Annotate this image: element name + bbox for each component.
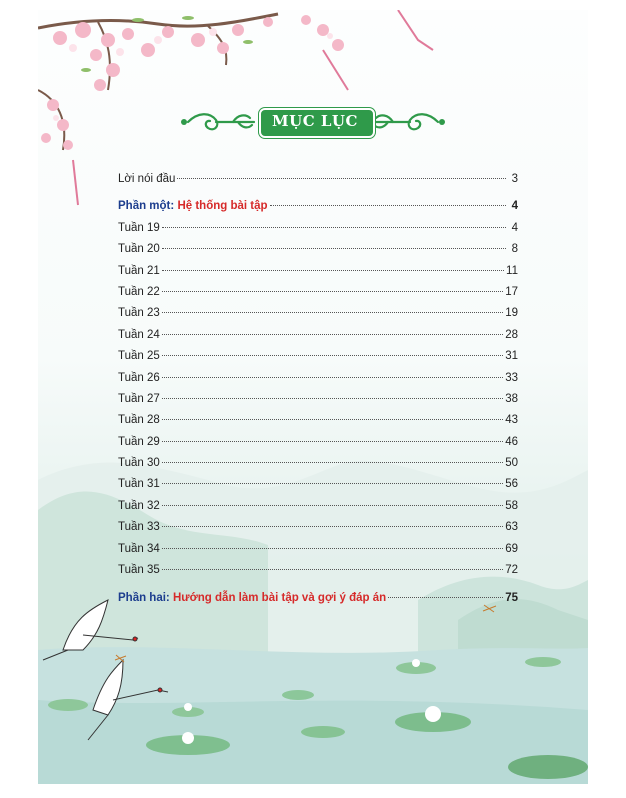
dot-leader — [162, 526, 503, 527]
toc-entry-label: Tuần 23 — [118, 307, 160, 320]
toc-entry-page: 75 — [505, 592, 518, 605]
dot-leader — [162, 419, 503, 420]
toc-entry-week[interactable] — [118, 500, 518, 521]
dot-leader — [162, 270, 504, 271]
toc-entry-page: 4 — [511, 200, 518, 213]
toc-entry-week[interactable] — [118, 457, 518, 478]
dot-leader — [270, 205, 506, 206]
toc-entry-page: 31 — [505, 350, 518, 363]
toc-entry-week[interactable] — [118, 222, 518, 243]
toc-entry-label: Tuần 21 — [118, 264, 160, 277]
toc-entry-label: Tuần 33 — [118, 521, 160, 534]
toc-entry-label: Tuần 22 — [118, 285, 160, 298]
toc-entry-label: Tuần 26 — [118, 371, 160, 384]
toc-entry-page: 72 — [505, 564, 518, 577]
part-heading — [118, 592, 386, 604]
toc-entry-week[interactable] — [118, 307, 518, 328]
dot-leader — [162, 377, 503, 378]
part-prefix: Phần một: — [118, 200, 175, 213]
dot-leader — [162, 334, 503, 335]
toc-entry-label: Tuần 32 — [118, 499, 160, 512]
dot-leader — [177, 178, 506, 179]
table-of-contents — [118, 173, 518, 614]
dot-leader — [162, 548, 503, 549]
toc-entry-page: 4 — [511, 221, 518, 234]
toc-entry-page: 17 — [505, 285, 518, 298]
toc-entry-week[interactable] — [118, 350, 518, 371]
toc-entry-page: 58 — [505, 499, 518, 512]
toc-entry-label: Tuần 27 — [118, 392, 160, 405]
toc-entry-label: Tuần 20 — [118, 243, 160, 256]
toc-entry-page: 56 — [505, 478, 518, 491]
toc-entry-week[interactable] — [118, 265, 518, 286]
toc-entry-week[interactable] — [118, 478, 518, 499]
dot-leader — [162, 441, 503, 442]
toc-entry-page: 69 — [505, 542, 518, 555]
toc-entry-page: 11 — [506, 264, 518, 277]
toc-entry-page: 38 — [505, 392, 518, 405]
dot-leader — [162, 291, 503, 292]
part-title: Hướng dẫn làm bài tập và gợi ý đáp án — [172, 592, 387, 605]
toc-entry-label: Tuần 31 — [118, 478, 160, 491]
dot-leader — [162, 227, 506, 228]
part-title: Hệ thống bài tập — [177, 200, 268, 213]
toc-entry-label: Tuần 30 — [118, 457, 160, 470]
toc-entry-label: Tuần 35 — [118, 564, 160, 577]
toc-entry-page: 50 — [505, 457, 518, 470]
toc-entry-label: Tuần 34 — [118, 542, 160, 555]
toc-entry-page: 46 — [505, 435, 518, 448]
toc-entry-page: 3 — [511, 173, 518, 185]
toc-heading — [38, 106, 588, 138]
week-list — [118, 222, 518, 586]
toc-entry-label: Tuần 19 — [118, 221, 160, 234]
toc-entry-intro[interactable] — [118, 173, 518, 194]
toc-entry-label: Tuần 29 — [118, 435, 160, 448]
dot-leader — [162, 462, 503, 463]
dot-leader — [162, 569, 503, 570]
dot-leader — [162, 312, 503, 313]
toc-entry-page: 33 — [505, 371, 518, 384]
toc-entry-week[interactable] — [118, 393, 518, 414]
toc-entry-week[interactable] — [118, 243, 518, 264]
toc-entry-week[interactable] — [118, 543, 518, 564]
toc-entry-week[interactable] — [118, 372, 518, 393]
document-page — [38, 10, 588, 784]
dot-leader — [162, 248, 506, 249]
dot-leader — [162, 398, 503, 399]
part-heading — [118, 200, 268, 212]
toc-entry-page: 19 — [505, 307, 518, 320]
part-prefix: Phần hai: — [118, 592, 170, 605]
toc-entry-week[interactable] — [118, 564, 518, 585]
toc-entry-week[interactable] — [118, 414, 518, 435]
toc-entry-page: 8 — [511, 243, 518, 256]
toc-entry-part-two[interactable] — [118, 592, 518, 613]
dot-leader — [162, 483, 503, 484]
toc-entry-label: Tuần 24 — [118, 328, 160, 341]
toc-entry-label: Tuần 25 — [118, 350, 160, 363]
toc-entry-week[interactable] — [118, 286, 518, 307]
toc-entry-page: 28 — [505, 328, 518, 341]
toc-entry-week[interactable] — [118, 329, 518, 350]
toc-entry-label: Tuần 28 — [118, 414, 160, 427]
toc-entry-week[interactable] — [118, 436, 518, 457]
toc-entry-label: Lời nói đầu — [118, 173, 176, 185]
toc-entry-page: 43 — [505, 414, 518, 427]
toc-title: MỤC LỤC — [272, 112, 358, 130]
dot-leader — [388, 597, 503, 598]
toc-entry-week[interactable] — [118, 521, 518, 542]
dot-leader — [162, 355, 503, 356]
dot-leader — [162, 505, 503, 506]
toc-entry-page: 63 — [505, 521, 518, 534]
toc-entry-part-one[interactable] — [118, 200, 518, 221]
